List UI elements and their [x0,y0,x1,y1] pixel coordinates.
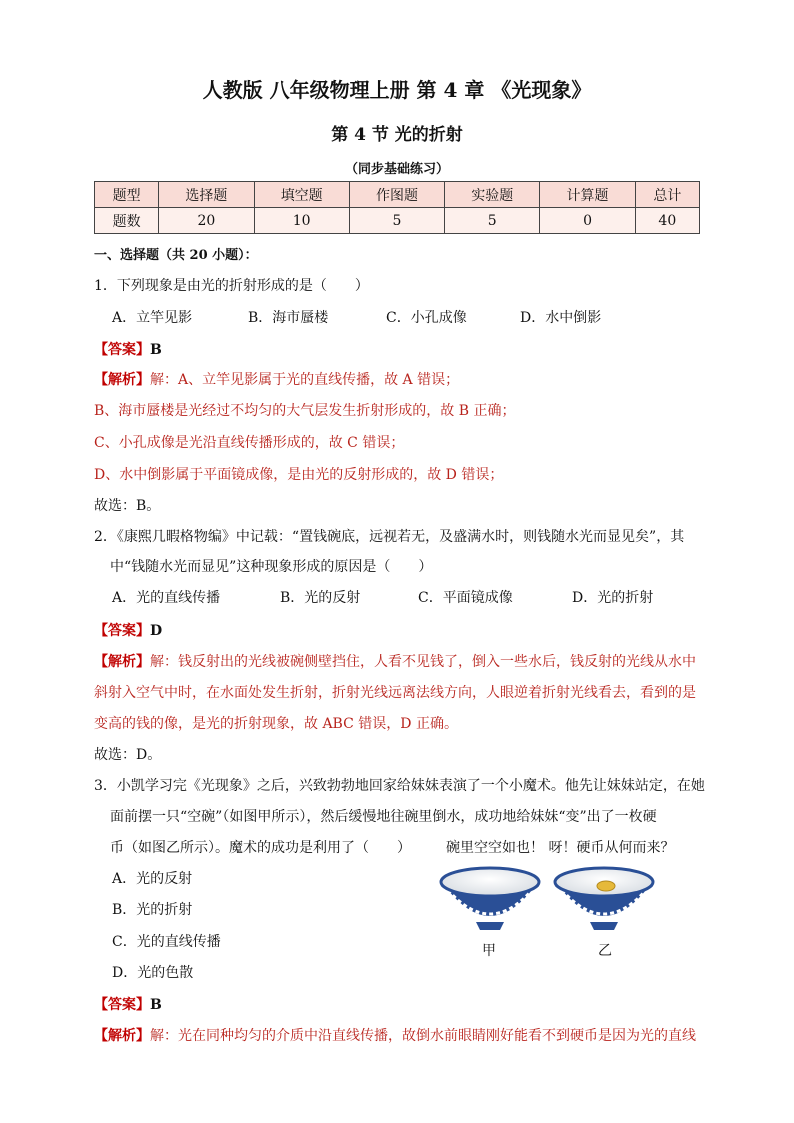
q1-answer [94,339,162,359]
table-header-cell: 选择题 [159,182,254,208]
q2-option-a: A．光的直线传播 [112,590,221,606]
table-cell: 40 [635,208,699,234]
question-3-stem: 3．小凯学习完《光现象》之后，兴致勃勃地回家给妹妹表演了一个小魔术。他先让妹妹站定，在她 [94,778,705,794]
table-header-cell: 实验题 [445,182,540,208]
answer-tag: 【答案】 [94,623,150,639]
analysis-text: 解：光在同种均匀的介质中沿直线传播，故倒水前眼睛刚好能看不到硬币是因为光的直线 [150,1028,696,1044]
table-cell: 10 [254,208,349,234]
q3-analysis-line [94,1025,696,1045]
document-title: 人教版 八年级物理上册 第 4 章 《光现象》 [202,78,592,102]
q1-option-d: D．水中倒影 [520,310,602,326]
table-cell: 20 [159,208,254,234]
q1-analysis-line: B、海市蜃楼是光经过不均匀的大气层发生折射形成的，故 B 正确； [94,403,516,419]
q2-answer [94,620,162,640]
answer-value: D [150,623,163,639]
analysis-tag: 【解析】 [94,654,150,670]
q2-analysis-line [94,651,696,671]
q3-option-b: B．光的折射 [112,902,193,918]
analysis-text: 解：A、立竿见影属于光的直线传播，故 A 错误； [150,372,460,388]
bowl-empty-icon [441,868,539,930]
q1-option-a: A．立竿见影 [112,310,193,326]
table-cell: 0 [540,208,635,234]
answer-value: B [150,342,162,358]
q3-option-d: D．光的色散 [112,965,194,981]
question-2-stem: 2．《康熙几暇格物编》中记载：“置钱碗底，远视若无，及盛满水时，则钱随水光而显见矣”，其 [94,529,685,545]
table-header-cell: 作图题 [349,182,444,208]
q1-analysis-line: D、水中倒影属于平面镜成像，是由光的反射形成的，故 D 错误； [94,467,504,483]
question-stats-table [94,181,700,234]
q2-option-d: D．光的折射 [572,590,654,606]
table-header-cell: 填空题 [254,182,349,208]
table-header-cell: 总计 [635,182,699,208]
bowl-label-b: 乙 [598,943,612,959]
answer-tag: 【答案】 [94,342,150,358]
practice-label: （同步基础练习） [344,162,449,177]
analysis-text: 解：钱反射出的光线被碗侧壁挡住，人看不见钱了，倒入一些水后，钱反射的光线从水中 [150,654,696,670]
section-subtitle: 第 4 节 光的折射 [331,125,463,145]
table-header-cell: 计算题 [540,182,635,208]
q2-conclusion: 故选：D。 [94,747,162,763]
q1-analysis-line [94,369,459,389]
table-cell: 5 [349,208,444,234]
q2-option-b: B．光的反射 [280,590,361,606]
q2-analysis-line: 斜射入空气中时，在水面处发生折射，折射光线远离法线方向，人眼逆着折射光线看去，看到的是 [94,685,696,701]
q1-analysis-line: C、小孔成像是光沿直线传播形成的，故 C 错误； [94,435,405,451]
q3-option-a: A．光的反射 [112,871,193,887]
table-header-row [95,182,700,208]
question-3-stem: 币（如图乙所示）。魔术的成功是利用了（ ） [110,840,411,856]
answer-value: B [150,997,162,1013]
analysis-tag: 【解析】 [94,1028,150,1044]
bowl-coin-icon [555,868,653,930]
table-cell: 5 [445,208,540,234]
q1-option-b: B．海市蜃楼 [248,310,329,326]
bowls-illustration [438,860,700,940]
figure-caption: 碗里空空如也！ 呀！硬币从何而来？ [446,840,675,856]
section-heading: 一、选择题（共 20 小题）： [94,248,258,263]
q2-option-c: C．平面镜成像 [418,590,513,606]
q1-conclusion: 故选：B。 [94,498,161,514]
q3-option-c: C．光的直线传播 [112,934,221,950]
table-row [95,208,700,234]
analysis-tag: 【解析】 [94,372,150,388]
coin-icon [597,881,615,891]
table-header-cell: 题型 [95,182,159,208]
question-1-stem: 1．下列现象是由光的折射形成的是（ ） [94,278,369,294]
q1-option-c: C．小孔成像 [386,310,467,326]
q3-answer [94,994,162,1014]
table-row-label: 题数 [95,208,159,234]
question-3-stem: 面前摆一只“空碗”（如图甲所示），然后缓慢地往碗里倒水，成功地给妹妹“变”出了一枚硬 [110,809,657,825]
bowl-label-a: 甲 [482,943,496,959]
q2-analysis-line: 变高的钱的像，是光的折射现象，故 ABC 错误，D 正确。 [94,716,458,732]
answer-tag: 【答案】 [94,997,150,1013]
question-2-stem: 中“钱随水光而显见”这种现象形成的原因是（ ） [110,559,433,575]
